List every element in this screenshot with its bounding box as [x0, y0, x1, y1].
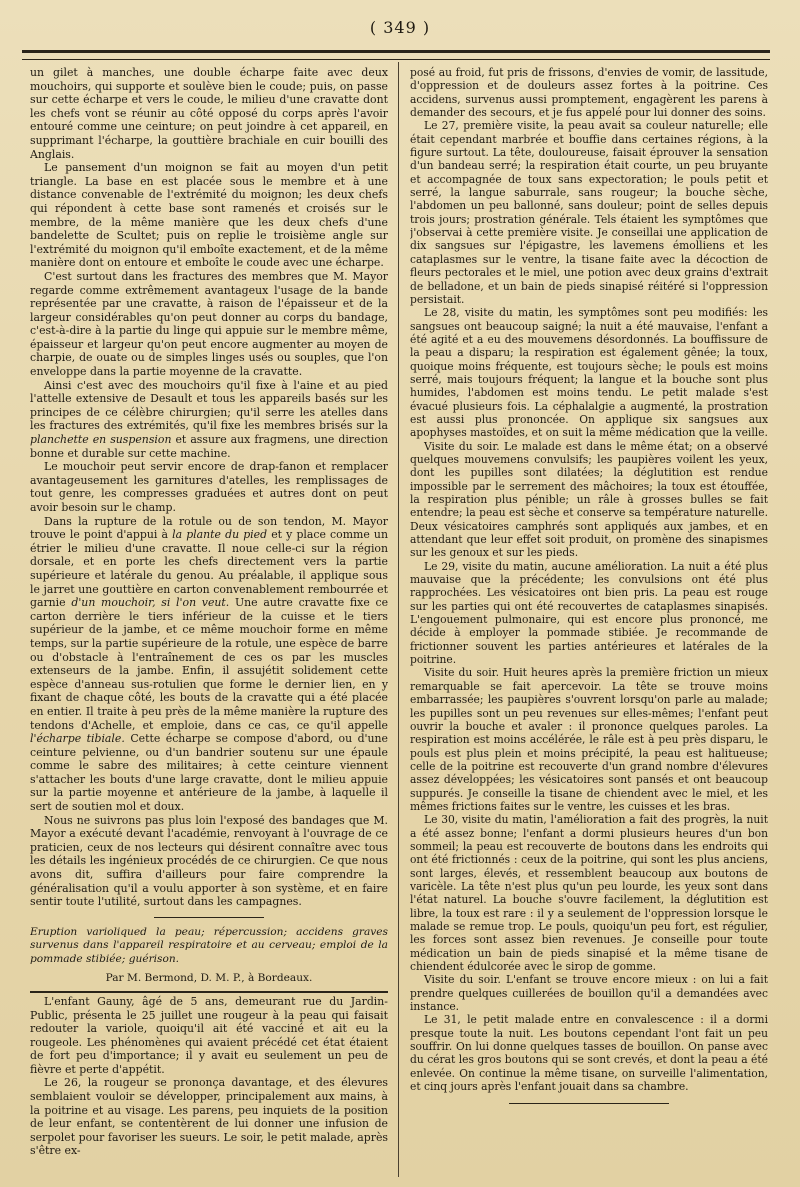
left-column	[30, 66, 388, 1176]
page-number: ( 349 )	[369, 18, 431, 37]
italic-term: d'un mouchoir, si l'on veut.	[71, 596, 230, 610]
paragraph: Le 27, première visite, la peau avait sa couleur naturelle; elle était cependant marbrée et bouffie dans certaines régions, à la figure surtout. La tête, douloureuse, faisait éprouver la sensation d'un bandeau serré; la respiration était courte, un peu bruyante et accompagnée de toux sans expectoration; le pouls petit et serré, la langue saburrale, sans rougeur; la bouche sèche, l'abdomen un peu ballonné, sans douleur; point de selles depuis trois jours; prostration générale. Tels étaient les symptômes que j'observai à cette première visite. Je conseillai une application de dix sangsues sur l'épigastre, les lavemens émolliens et les cataplasmes sur le ventre, la tisane faite avec la décoction de fleurs pectorales et le miel, une potion avec deux grains d'extrait de belladone, et un bain de pieds sinapisé réitéré si l'oppression persistait.	[410, 119, 768, 306]
paragraph: Ainsi c'est avec des mouchoirs qu'il fixe à l'aine et au pied l'attelle extensive de Desault et tous les appareils basés sur les principes de ce célèbre chirurgien; qu'il serre les atelles dans les fractures des extrémités, qu'il fixe les membres brisés sur la planchette en suspension et assure aux fragmens, une direction bonne et durable sur cette machine.	[30, 378, 388, 460]
paragraph: Le 30, visite du matin, l'amélioration a fait des progrès, la nuit a été assez bonne; l'enfant a dormi plusieurs heures d'un bon sommeil; la peau est recouverte de boutons dans les endroits qui ont été frictionnés : ceux de la poitrine, qui sont les plus anciens, sont larges, élevés, et ressemblent beaucoup aux boutons de varicèle. La tête n'est plus qu'un peu lourde, les yeux sont dans l'état naturel. La bouche s'ouvre facilement, la déglutition est libre, la toux est rare : il y a seulement de l'oppression lorsque le malade se remue trop. Le pouls, quoiqu'un peu fort, est régulier, les forces sont assez bien revenues. Je conseille pour toute médication un bain de pieds sinapisé et la même tisane de chiendent édulcorée avec le sirop de gomme.	[410, 813, 768, 974]
paragraph: Le mouchoir peut servir encore de drap-fanon et remplacer avantageusement les garnitures d'atelles, les remplissages de tout genre, les compresses graduées et autres dont on peut avoir besoin sur le champ.	[30, 460, 388, 514]
paragraph: Le 31, le petit malade entre en convalescence : il a dormi presque toute la nuit. Les boutons cependant l'ont fait un peu souffrir. On lui donne quelques tasses de bouillon. On panse avec du cérat les gros boutons qui se sont crevés, et dont la peau a été enlevée. On continue la même tisane, on surveille l'alimentation, et cinq jours après l'enfant jouait dans sa chambre.	[410, 1013, 768, 1094]
paragraph: Le 29, visite du matin, aucune amélioration. La nuit a été plus mauvaise que la précédente; les convulsions ont été plus rapprochées. Les vésicatoires ont bien pris. La peau est rouge sur les parties qui ont été recouvertes de cataplasmes sinapisés. L'engouement pulmonaire, qui est encore plus prononcé, me décide à employer la pommade stibiée. Je recommande de frictionner souvent les parties antérieures et latérales de la poitrine.	[410, 559, 768, 667]
case-title: Eruption varioliqued la peau; répercussion; accidens graves survenus dans l'appareil respiratoire et au cerveau; emploi de la pommade stibiée; guérison.	[30, 925, 388, 965]
paragraph: Le pansement d'un moignon se fait au moyen d'un petit triangle. La base en est placée sous le membre et à une distance convenable de l'extrémité du moignon; les deux chefs qui répondent à cette base sont ramenés et croisés sur le membre, de la même manière que les deux chefs d'une bandelette de Scultet; puis on replie le troisième angle sur l'extrémité du moignon qu'il emboîte exactement, et de la même manière dont on entoure et emboîte le coude avec une écharpe.	[30, 161, 388, 270]
paragraph: Visite du soir. Huit heures après la première friction un mieux remarquable se fait apercevoir. La tête se trouve moins embarrassée; les paupières s'ouvrent lorsqu'on parle au malade; les pupilles sont un peu revenues sur elles-mêmes; l'enfant peut ouvrir la bouche et avaler : il prononce quelques paroles. La respiration est moins accélérée, le râle est à peu près disparu, le pouls est plus plein et moins précipité, la peau est halitueuse; celle de la poitrine est recouverte d'un grand nombre d'élevures assez développées; les vésicatoires sont pansés et ont beaucoup suppurés. Je conseille la tisane de chiendent avec le miel, et les mêmes frictions faites sur le ventre, les cuisses et les bras.	[410, 666, 768, 813]
top-rule	[22, 50, 770, 60]
section-rule	[154, 917, 264, 918]
italic-term: planchette en suspension	[30, 433, 172, 447]
paragraph: Dans la rupture de la rotule ou de son tendon, M. Mayor trouve le point d'appui à la plante du pied et y place comme un étrier le milieu d'une cravatte. Il noue celle-ci sur la région dorsale, et en porte les chefs directement vers la partie supérieure et latérale du genou. Au préalable, il applique sous le jarret une gouttière en carton convenablement rembourrée et garnie d'un mouchoir, si l'on veut. Une autre cravatte fixe ce carton derrière le tiers inférieur de la cuisse et le tiers supérieur de la jambe, et ce même mouchoir forme en même temps, sur la partie supérieure de la rotule, une espèce de barre ou d'obstacle à l'entraînement de ces os par les muscles extenseurs de la jambe. Enfin, il assujétit solidement cette espèce d'anneau sus-rotulien que forme le dernier lien, en y fixant de chaque côté, les bouts de la cravatte qui a été placée en entier. Il traite à peu près de la même manière la rupture des tendons d'Achelle, et emploie, dans ce cas, ce qu'il appelle l'écharpe tibiale. Cette écharpe se compose d'abord, ou d'une ceinture pelvienne, ou d'un bandrier soutenu sur une épaule comme le sabre des militaires; à cette ceinture viennent s'attacher les bouts d'une large cravatte, dont le milieu appuie sur la partie moyenne et antérieure de la jambe, à laquelle il sert de soutien mol et doux.	[30, 514, 388, 814]
paragraph: Le 26, la rougeur se prononça davantage, et des élevures semblaient vouloir se développer, principalement aux mains, à la poitrine et au visage. Les parens, peu inquiets de la position de leur enfant, se contentèrent de lui donner une infusion de serpolet pour favoriser les sueurs. Le soir, le petit malade, après s'être ex-	[30, 1076, 388, 1158]
byline-rule	[30, 991, 388, 993]
byline: Par M. Bermond, D. M. P., à Bordeaux.	[105, 972, 313, 985]
paragraph: un gilet à manches, une double écharpe faite avec deux mouchoirs, qui supporte et soulève bien le coude; puis, on passe sur cette écharpe et vers le coude, le milieu d'une cravatte dont les chefs vont se réunir au côté opposé du corps après l'avoir entouré comme une ceinture; on peut joindre à cet appareil, en supprimant l'écharpe, la gouttière brachiale en cuir bouilli des Anglais.	[30, 66, 388, 161]
italic-term: l'écharpe tibiale.	[30, 732, 125, 746]
italic-term: la plante du pied	[172, 528, 268, 542]
end-rule	[509, 1103, 669, 1104]
paragraph: posé au froid, fut pris de frissons, d'envies de vomir, de lassitude, d'oppression et de douleurs assez fortes à la poitrine. Ces accidens, survenus aussi promptement, engagèrent les parens à demander des secours, et je fus appelé pour lui donner des soins.	[410, 66, 768, 120]
paragraph: Visite du soir. Le malade est dans le même état; on a observé quelques mouvemens convulsifs; les paupières voilent les yeux, dont les pupilles sont dilatées; la déglutition est rendue impossible par le serrement des mâchoires; la toux est étouffée, la respiration plus pénible; un râle à grosses bulles se fait entendre; la peau est sèche et conserve sa température naturelle. Deux vésicatoires camphrés sont appliqués aux jambes, et en attendant que leur effet soit produit, on promène des sinapismes sur les genoux et sur les pieds.	[410, 439, 768, 560]
column-divider	[398, 62, 399, 1177]
paragraph: Le 28, visite du matin, les symptômes sont peu modifiés: les sangsues ont beaucoup saigné; la nuit a été mauvaise, l'enfant a été agité et a eu des mouvemens désordonnés. La bouffissure de la peau a disparu; la respiration est également gênée; la toux, quoique moins fréquente, est toujours sèche; le pouls est moins serré, mais toujours fréquent; la langue et la bouche sont plus humides, l'abdomen est moins tendu. Le petit malade s'est évacué plusieurs fois. La céphalalgie a augmenté, la prostration est aussi plus prononcée. On applique six sangsues aux apophyses mastoïdes, et on suit la même médication que la veille.	[410, 306, 768, 440]
paragraph: Visite du soir. L'enfant se trouve encore mieux : on lui a fait prendre quelques cuillerées de bouillon qu'il a demandées avec instance.	[410, 973, 768, 1014]
paragraph: L'enfant Gauny, âgé de 5 ans, demeurant rue du Jardin-Public, présenta le 25 juillet une rougeur à la peau qui faisait redouter la variole, quoiqu'il ait été vacciné et ait eu la rougeole. Les phénomènes qui avaient précédé cet état étaient de fort peu d'importance; il y avait eu seulement un peu de fièvre et perte d'appétit.	[30, 994, 388, 1076]
paragraph: Nous ne suivrons pas plus loin l'exposé des bandages que M. Mayor a exécuté devant l'académie, renvoyant à l'ouvrage de ce praticien, ceux de nos lecteurs qui désirent connaître avec tous les détails les ingénieux procédés de ce chirurgien. Ce que nous avons dit, suffira d'ailleurs pour faire comprendre la généralisation qu'il a voulu apporter à son système, et en faire sentir toute l'utilité, surtout dans les campagnes.	[30, 813, 388, 909]
right-column	[410, 66, 768, 1176]
paragraph: C'est surtout dans les fractures des membres que M. Mayor regarde comme extrêmement avantageux l'usage de la bande représentée par une cravatte, à raison de l'épaisseur et de la largeur considérables qu'on peut donner au corps du bandage, c'est-à-dire à la partie du linge qui appuie sur le membre même, épaisseur et largeur qu'on peut encore augmenter au moyen de charpie, de ouate ou de simples linges usés ou souples, que l'on enveloppe dans la partie moyenne de la cravatte.	[30, 269, 388, 379]
